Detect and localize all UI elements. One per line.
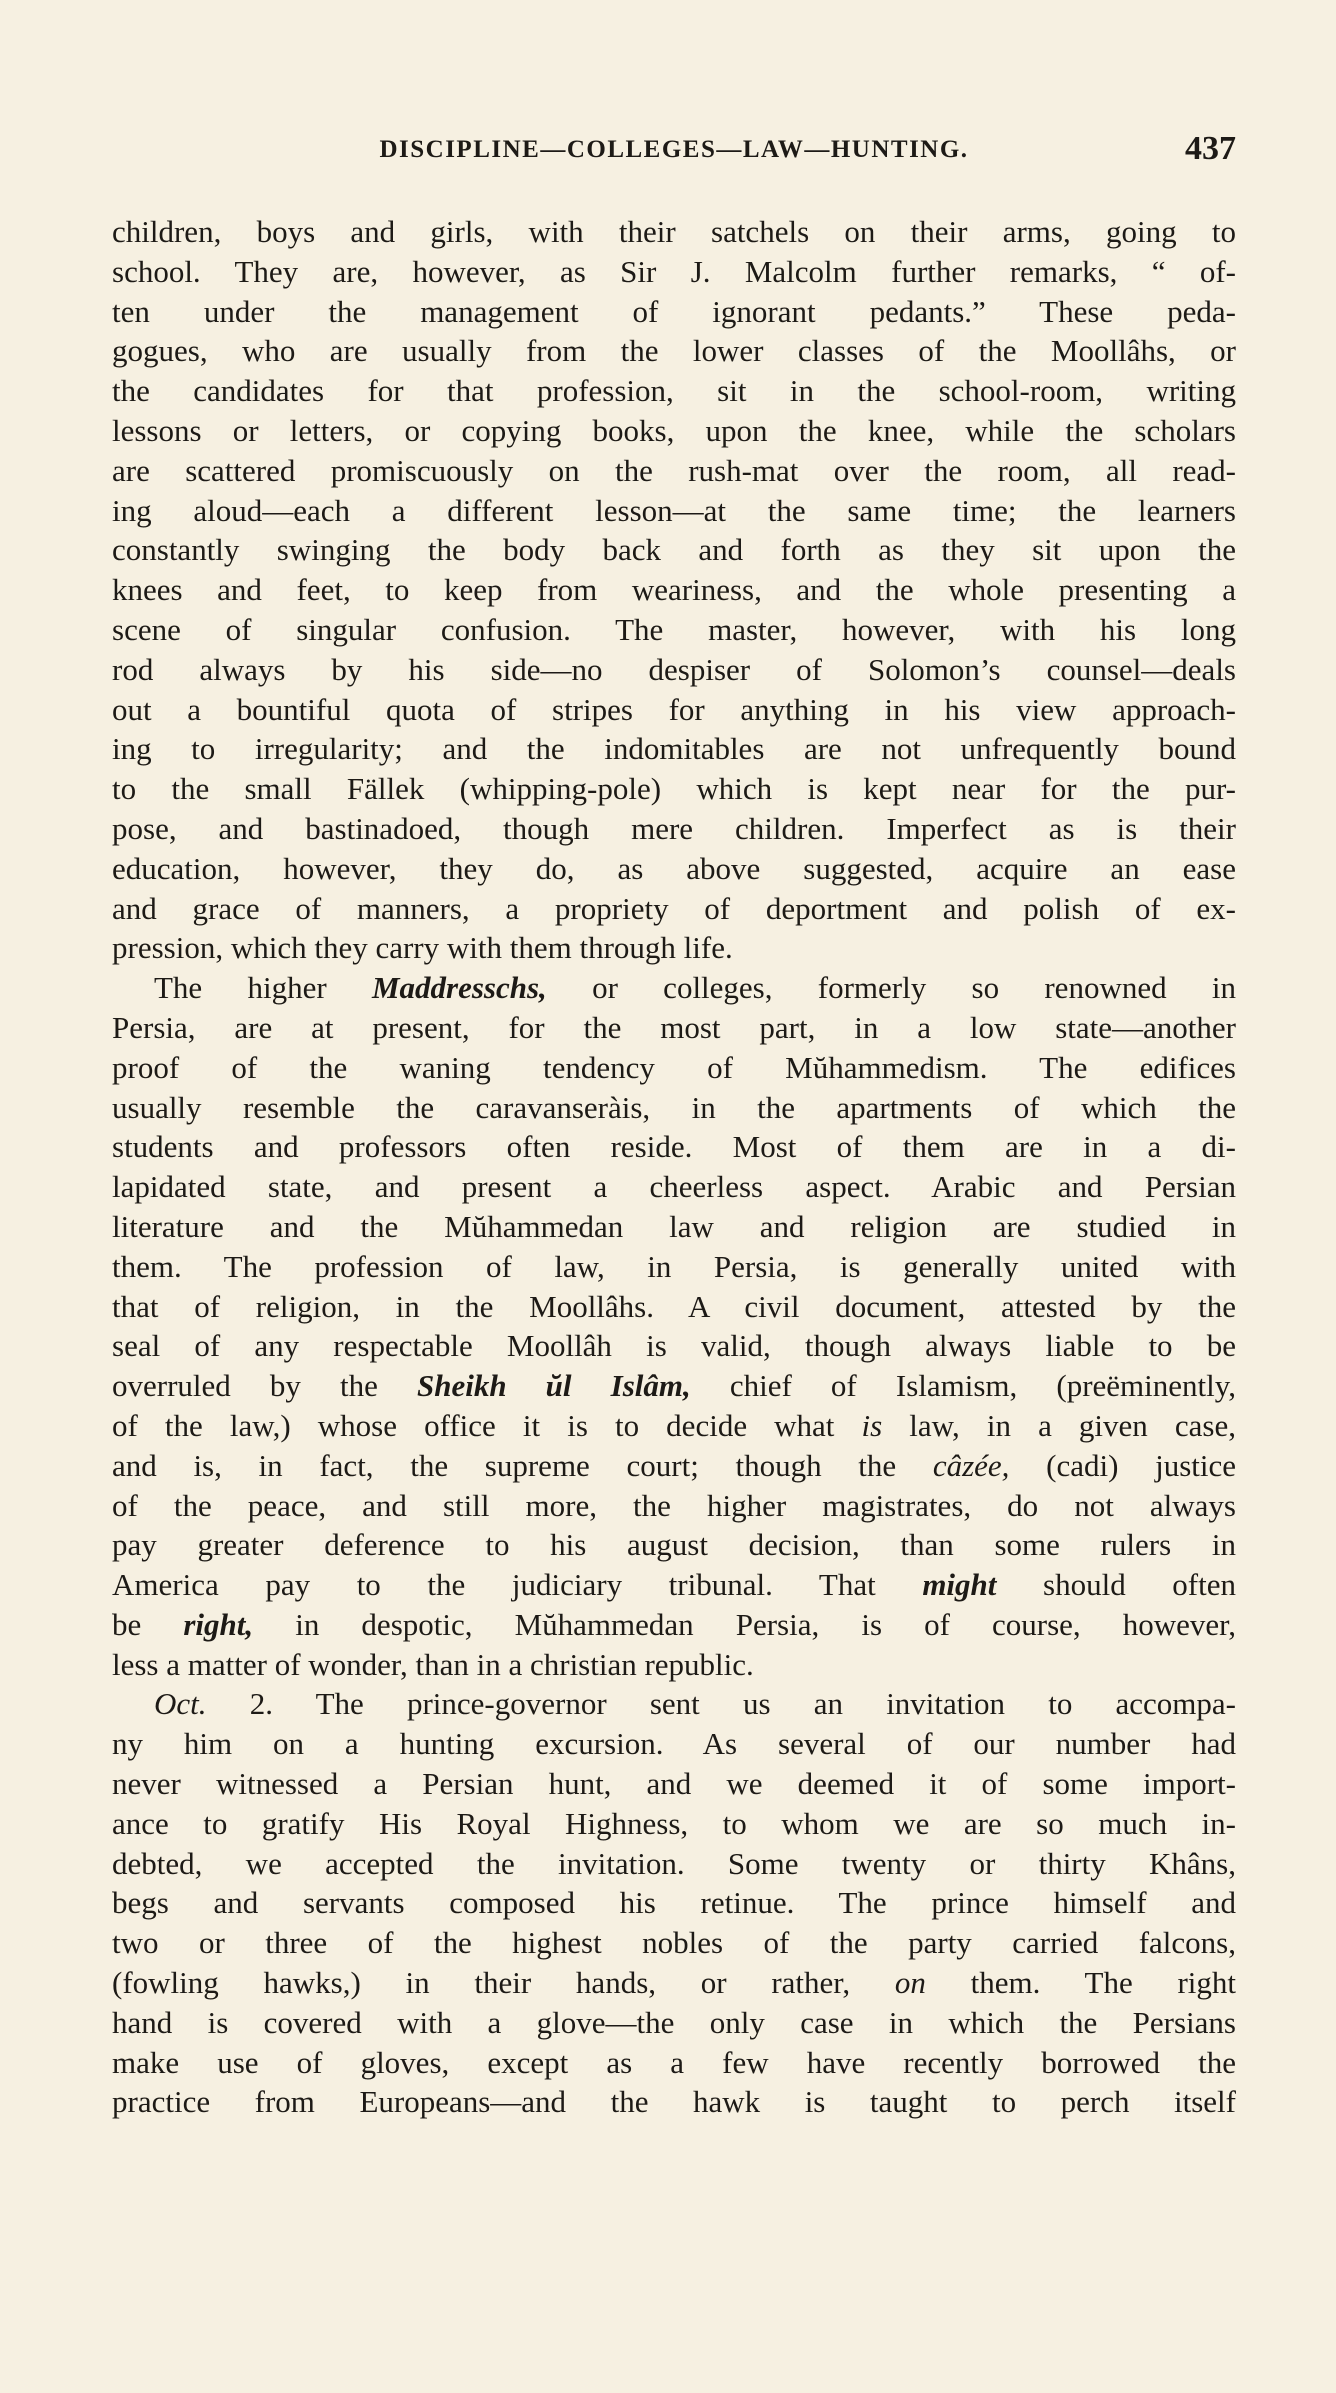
date-label: Oct. [154, 1686, 207, 1722]
text-line [112, 1406, 1236, 1446]
text-line: debted, we accepted the invitation. Some twenty or thirty Khâns, [112, 1845, 1236, 1881]
text-line [112, 1963, 1236, 2003]
text-run: in despotic, Mŭhammedan Persia, is of course, however, [253, 1606, 1236, 1642]
text-line: hand is covered with a glove—the only case in which the Persians [112, 2004, 1236, 2040]
italic-term: might [922, 1567, 997, 1603]
text-line: lapidated state, and present a cheerless aspect. Arabic and Persian [112, 1169, 1236, 1205]
text-line: two or three of the highest nobles of the party carried falcons, [112, 1925, 1236, 1961]
text-run: (cadi) justice [1009, 1447, 1237, 1483]
text-line [112, 1366, 1236, 1406]
text-run: of the law,) whose office it is to decide what [112, 1407, 862, 1443]
text-run: or colleges, formerly so renowned in [546, 970, 1236, 1006]
paragraph-hunting [112, 1684, 1236, 2122]
text-run: 2. The prince-governor sent us an invitation to accompa- [206, 1686, 1236, 1722]
text-line [112, 1446, 1236, 1486]
text-line: begs and servants composed his retinue. The prince himself and [112, 1885, 1236, 1921]
text-run: law, in a given case, [882, 1407, 1236, 1443]
text-line: proof of the waning tendency of Mŭhammedism. The edifices [112, 1049, 1236, 1085]
text-line: ing to irregularity; and the indomitables are not unfrequently bound [112, 731, 1236, 767]
text-run: America pay to the judiciary tribunal. That [112, 1567, 923, 1603]
text-line [112, 968, 1236, 1008]
italic-term: on [894, 1965, 926, 2001]
paragraph-colleges [112, 968, 1236, 1684]
text-line: gogues, who are usually from the lower classes of the Moollâhs, or [112, 333, 1236, 369]
italic-term: Sheikh ŭl Islâm, [416, 1368, 691, 1404]
italic-term: Maddresschs, [371, 970, 547, 1006]
text-line: ny him on a hunting excursion. As several of our number had [112, 1726, 1236, 1762]
text-line: out a bountiful quota of stripes for anything in his view approach- [112, 691, 1236, 727]
text-line: students and professors often reside. Most of them are in a di- [112, 1129, 1236, 1165]
text-line [112, 1565, 1236, 1605]
text-line: lessons or letters, or copying books, upon the knee, while the scholars [112, 412, 1236, 448]
text-line: pression, which they carry with them through life. [112, 930, 733, 966]
text-run: chief of Islamism, (preëminently, [690, 1368, 1236, 1404]
text-line: school. They are, however, as Sir J. Malcolm further remarks, “ of- [112, 253, 1236, 289]
text-line: that of religion, in the Moollâhs. A civil document, attested by the [112, 1288, 1236, 1324]
text-line: and grace of manners, a propriety of deportment and polish of ex- [112, 890, 1236, 926]
text-line: scene of singular confusion. The master, however, with his long [112, 611, 1236, 647]
running-head: DISCIPLINE—COLLEGES—LAW—HUNTING. [379, 136, 969, 163]
text-line: children, boys and girls, with their satchels on their arms, going to [112, 214, 1236, 249]
text-line: usually resemble the caravanseràis, in the apartments of which the [112, 1089, 1236, 1125]
text-line: rod always by his side—no despiser of Solomon’s counsel—deals [112, 651, 1236, 687]
text-run: The higher [154, 970, 372, 1006]
text-line: pose, and bastinadoed, though mere children. Imperfect as is their [112, 810, 1236, 846]
text-line: less a matter of wonder, than in a christian republic. [112, 1646, 754, 1682]
text-line: ing aloud—each a different lesson—at the same time; the learners [112, 492, 1236, 528]
text-line: ten under the management of ignorant pedants.” These peda- [112, 293, 1236, 329]
italic-term: câzée, [932, 1447, 1010, 1483]
body-text [112, 212, 1236, 2122]
text-line: education, however, they do, as above suggested, acquire an ease [112, 850, 1236, 886]
italic-term: is [861, 1407, 883, 1443]
text-run: them. The right [925, 1965, 1236, 2001]
page-number: 437 [1185, 130, 1236, 167]
text-line: are scattered promiscuously on the rush-mat over the room, all read- [112, 452, 1236, 488]
text-line: seal of any respectable Moollâh is valid, though always liable to be [112, 1328, 1236, 1364]
text-line: to the small Fällek (whipping-pole) which is kept near for the pur- [112, 771, 1236, 807]
italic-term: right, [183, 1606, 254, 1642]
text-run: overruled by the [112, 1368, 417, 1404]
text-line: them. The profession of law, in Persia, is generally united with [112, 1248, 1236, 1284]
paragraph-schools [112, 212, 1236, 968]
text-line: pay greater deference to his august decision, than some rulers in [112, 1527, 1236, 1563]
text-line: constantly swinging the body back and forth as they sit upon the [112, 532, 1236, 568]
text-line: make use of gloves, except as a few have recently borrowed the [112, 2044, 1236, 2080]
text-run: be [112, 1606, 184, 1642]
text-run: should often [996, 1567, 1236, 1603]
text-line: practice from Europeans—and the hawk is taught to perch itself [112, 2084, 1236, 2120]
text-run: (fowling hawks,) in their hands, or rather, [112, 1965, 895, 2001]
text-line: of the peace, and still more, the higher magistrates, do not always [112, 1487, 1236, 1523]
text-line [112, 1605, 1236, 1645]
page-header [112, 130, 1236, 180]
text-line: knees and feet, to keep from weariness, and the whole presenting a [112, 572, 1236, 608]
text-line: literature and the Mŭhammedan law and religion are studied in [112, 1208, 1236, 1244]
text-line: never witnessed a Persian hunt, and we deemed it of some import- [112, 1766, 1236, 1802]
text-line: Persia, are at present, for the most part, in a low state—another [112, 1009, 1236, 1045]
text-line: the candidates for that profession, sit in the school-room, writing [112, 373, 1236, 409]
text-line [112, 1684, 1236, 1724]
text-line: ance to gratify His Royal Highness, to whom we are so much in- [112, 1805, 1236, 1841]
text-run: and is, in fact, the supreme court; though the [112, 1447, 933, 1483]
